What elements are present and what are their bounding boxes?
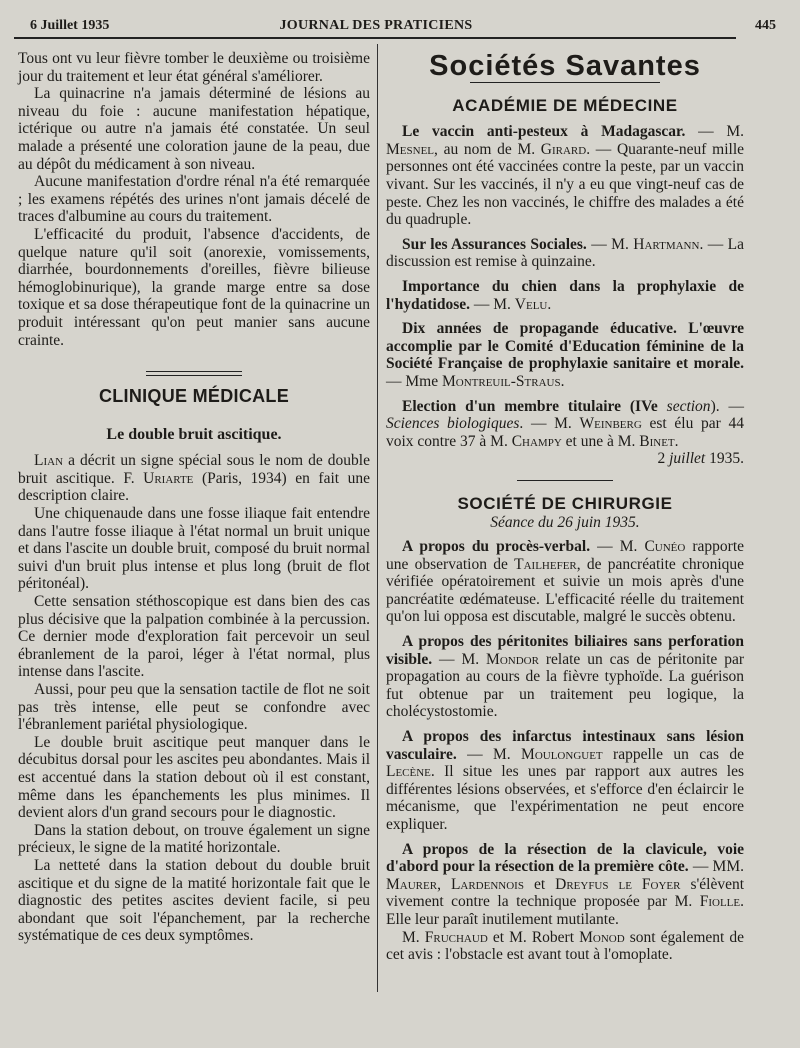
person-name: Cunéo <box>644 538 686 556</box>
text: et une à M. <box>565 432 636 450</box>
text: . — La discussion est remise à quinzaine. <box>386 235 745 271</box>
text: relate un cas de péritonite par propagation au cours de la fièvre typhoïde. La guérison fut obtenue par un traitement peu logique, la cholécystostomie. <box>386 650 745 721</box>
person-name: Velu <box>514 295 548 313</box>
person-name: Montreuil-Straus <box>441 372 561 390</box>
paragraph: Cette sensation stéthoscopique est dans bien des cas plus décisive que la palpation combinée à la percussion. Ce dernier mode d'exploration fait percevoir un seul ébranlement de la paroi, léger à l'état normal, plus intense dans l'ascite. <box>18 593 370 681</box>
person-name: Mondor <box>486 650 539 668</box>
page-heading: Sociétés Savantes <box>429 50 701 82</box>
paragraph: Aussi, pour peu que la sensation tactile de flot ne soit pas très intense, elle peut se confondre avec l'ébranlement pariétal physiologique. <box>18 681 370 734</box>
dateline <box>386 450 744 468</box>
paragraph: La quinacrine n'a jamais déterminé de lésions au niveau du foie : aucune manifestation hépatique, ictérique ou autre n'a jamais été constatée. Un seul malade a présenté une coloration jaune de la peau, due au dépôt du médicament à son niveau. <box>18 85 370 173</box>
page-number: 445 <box>755 18 776 33</box>
header-rule <box>14 37 736 39</box>
item-title: Sur les Assurances Sociales. <box>402 235 587 253</box>
person-name: Weinberg <box>579 415 642 433</box>
news-item <box>386 236 744 271</box>
paragraph <box>18 452 370 505</box>
news-item <box>386 633 744 721</box>
text: , de pancréatite chronique vérifiée opératoirement et suivie un mois après d'une pancréatite œdémateuse. L'efficacité réelle du traitement qu'on lui opposa est discutable, malgré le succès obtenu. <box>386 555 745 626</box>
text: — M. <box>467 745 511 763</box>
society-title: SOCIÉTÉ DE CHIRURGIE <box>457 493 673 513</box>
text: Sciences biologiques <box>386 415 520 433</box>
paragraph: L'efficacité du produit, l'absence d'accidents, de quelque nature qu'il soit (anorexie, vomissements, diarrhée, bourdonnements d'oreilles, fièvre bilieuse hémoglobinurique), la grande marge entre sa dose toxique et sa dose thérapeutique font de la quinacrine un produit intéressant qu'on peut manier sans aucune crainte. <box>18 225 370 349</box>
news-item <box>386 123 744 229</box>
person-name: Hartmann <box>633 235 700 253</box>
item-title: Importance du chien dans la prophylaxie de l'hydatidose. <box>386 277 744 313</box>
text: — M. <box>439 650 480 668</box>
item-title: Le vaccin anti-pesteux à Madagascar. <box>402 123 686 141</box>
text: s'élèvent vivement contre la technique proposée par M. <box>386 875 745 911</box>
society-title: ACADÉMIE DE MÉDECINE <box>452 95 678 115</box>
person-name: Maurer <box>386 875 438 893</box>
journal-title: JOURNAL DES PRATICIENS <box>279 18 473 33</box>
person-name: Lardennois <box>450 875 524 893</box>
item-title: Election d'un membre titulaire (IVe <box>402 397 658 415</box>
person-name: Fruchaud <box>424 928 488 946</box>
paragraph: Dans la station debout, on trouve également un signe précieux, le signe de la matité horizontale. <box>18 821 370 857</box>
text: a décrit un signe spécial sous le nom de double bruit ascitique. F. <box>18 452 370 487</box>
text: section <box>666 397 711 415</box>
news-item <box>386 929 744 964</box>
person-name: Mesnel <box>386 140 435 158</box>
text: . <box>560 372 565 390</box>
text: — MM. <box>692 858 744 876</box>
person-name: Fiolle <box>699 893 741 911</box>
text: est élu par 44 voix contre 37 à M. <box>386 415 744 450</box>
right-column <box>386 50 744 964</box>
running-header <box>26 18 776 38</box>
left-column <box>18 50 370 945</box>
paragraph: Une chiquenaude dans une fosse iliaque fait entendre dans l'autre fosse iliaque à l'état normal un bruit unique et dans l'ascite un double bruit, composé du bruit normal suivi d'un bruit plus intense et plus long (bruit de flot péritonéal). <box>18 505 370 593</box>
text: ). — <box>710 397 744 415</box>
person-name: Tailhefer <box>514 555 577 573</box>
paragraph: Le double bruit ascitique peut manquer dans le décubitus dorsal pour les ascites peu abondantes. Mais il est accentué dans la station debout où il est constant, même dans les épanchements les plus minimes. Il devient alors d'un grand secours pour le diagnostic. <box>18 733 370 822</box>
news-item <box>386 320 744 390</box>
column-divider <box>377 44 378 992</box>
header-date: 6 Juillet 1935 <box>30 18 110 33</box>
text: et M. Robert <box>492 928 575 946</box>
item-title: Dix années de propagande éducative. L'œuvre accomplie par le Comité d'Education féminine de la Société Française de prophylaxie sanitaire et morale. <box>386 320 744 373</box>
news-item <box>386 278 744 313</box>
news-item: A propos de la résection de la clavicule, voie d'abord pour la résection de la première côte. — MM. Maurer, Lardennois et Dreyfus le Foyer s'élèvent vivement contre la technique proposée par M. Fiolle. Elle leur paraît inutilement mutilante. <box>386 840 745 928</box>
person-name: Binet <box>639 432 675 450</box>
item-title: A propos de la résection de la clavicule, voie d'abord pour la résection de la première côte. <box>386 840 744 876</box>
session-date: Séance du 26 juin 1935. <box>490 514 640 532</box>
section-title: CLINIQUE MÉDICALE <box>98 386 290 407</box>
text: . — M. <box>519 415 572 433</box>
author-name: Lian <box>34 452 64 470</box>
text: (Paris, 1934) en fait une description claire. <box>18 469 370 505</box>
text: — M. <box>597 538 638 556</box>
text: . <box>547 295 552 313</box>
person-name: Monod <box>579 928 625 946</box>
news-item <box>386 398 744 451</box>
person-name: Champy <box>511 432 562 450</box>
text: et <box>533 875 546 893</box>
text: M. <box>402 928 420 946</box>
text: — M. <box>698 123 744 141</box>
text: . <box>674 432 679 450</box>
text: . — Quarante-neuf mille personnes ont été vaccinées contre la peste, par un vaccin vivant. Sur les vaccinés, il n'y a eu que vingt-neuf cas de peste. Chez les non vaccinés, le chiffre des malades a été du quadruple. <box>386 140 745 229</box>
person-name: Dreyfus le Foyer <box>555 875 681 893</box>
text: 2 <box>657 450 666 468</box>
text: — M. <box>473 295 511 313</box>
person-name: Lecène <box>386 763 431 781</box>
author-name: Uriarte <box>143 469 194 487</box>
paragraph: Tous ont vu leur fièvre tomber le deuxième ou troisième jour du traitement et leur état général s'améliorer. <box>18 50 370 85</box>
item-title: A propos des péritonites biliaires sans perforation visible. <box>386 633 744 668</box>
item-title: A propos des infarctus intestinaux sans lésion vasculaire. <box>386 728 744 763</box>
article-title: Le double bruit ascitique. <box>106 425 282 443</box>
text: rappelle un cas de <box>613 745 744 763</box>
text: rapporte une observation de <box>386 538 745 573</box>
news-item <box>386 538 744 626</box>
person-name: Girard <box>540 140 587 158</box>
text: 1935. <box>709 450 744 468</box>
text: — Mme <box>386 372 439 390</box>
item-title: A propos du procès-verbal. <box>402 538 591 556</box>
text: — M. <box>591 235 629 253</box>
text: . Il situe les unes par rapport aux autres les différentes lésions observées, et s'efforce d'en éclaircir le mécanisme, que l'expérimentation ne peut encore expliquer. <box>386 763 744 833</box>
paragraph: La netteté dans la station debout du double bruit ascitique et du signe de la matité horizontale fait que le diagnostic des petites ascites devient facile, si peu abondant que soit l'épanchement, par la recherche systématique de ces deux symptômes. <box>18 856 370 945</box>
text: . Elle leur paraît inutilement mutilante. <box>386 893 744 928</box>
text: sont également de cet avis : l'obstacle est avant tout à l'omoplate. <box>386 928 745 964</box>
text: juillet <box>669 450 706 468</box>
news-item <box>386 728 744 834</box>
text: , au nom de M. <box>434 140 536 158</box>
person-name: Moulonguet <box>521 745 603 763</box>
paragraph: Aucune manifestation d'ordre rénal n'a été remarquée ; les examens répétés des urines n'ont jamais décelé de traces d'albumine au cours du traitement. <box>18 173 370 226</box>
